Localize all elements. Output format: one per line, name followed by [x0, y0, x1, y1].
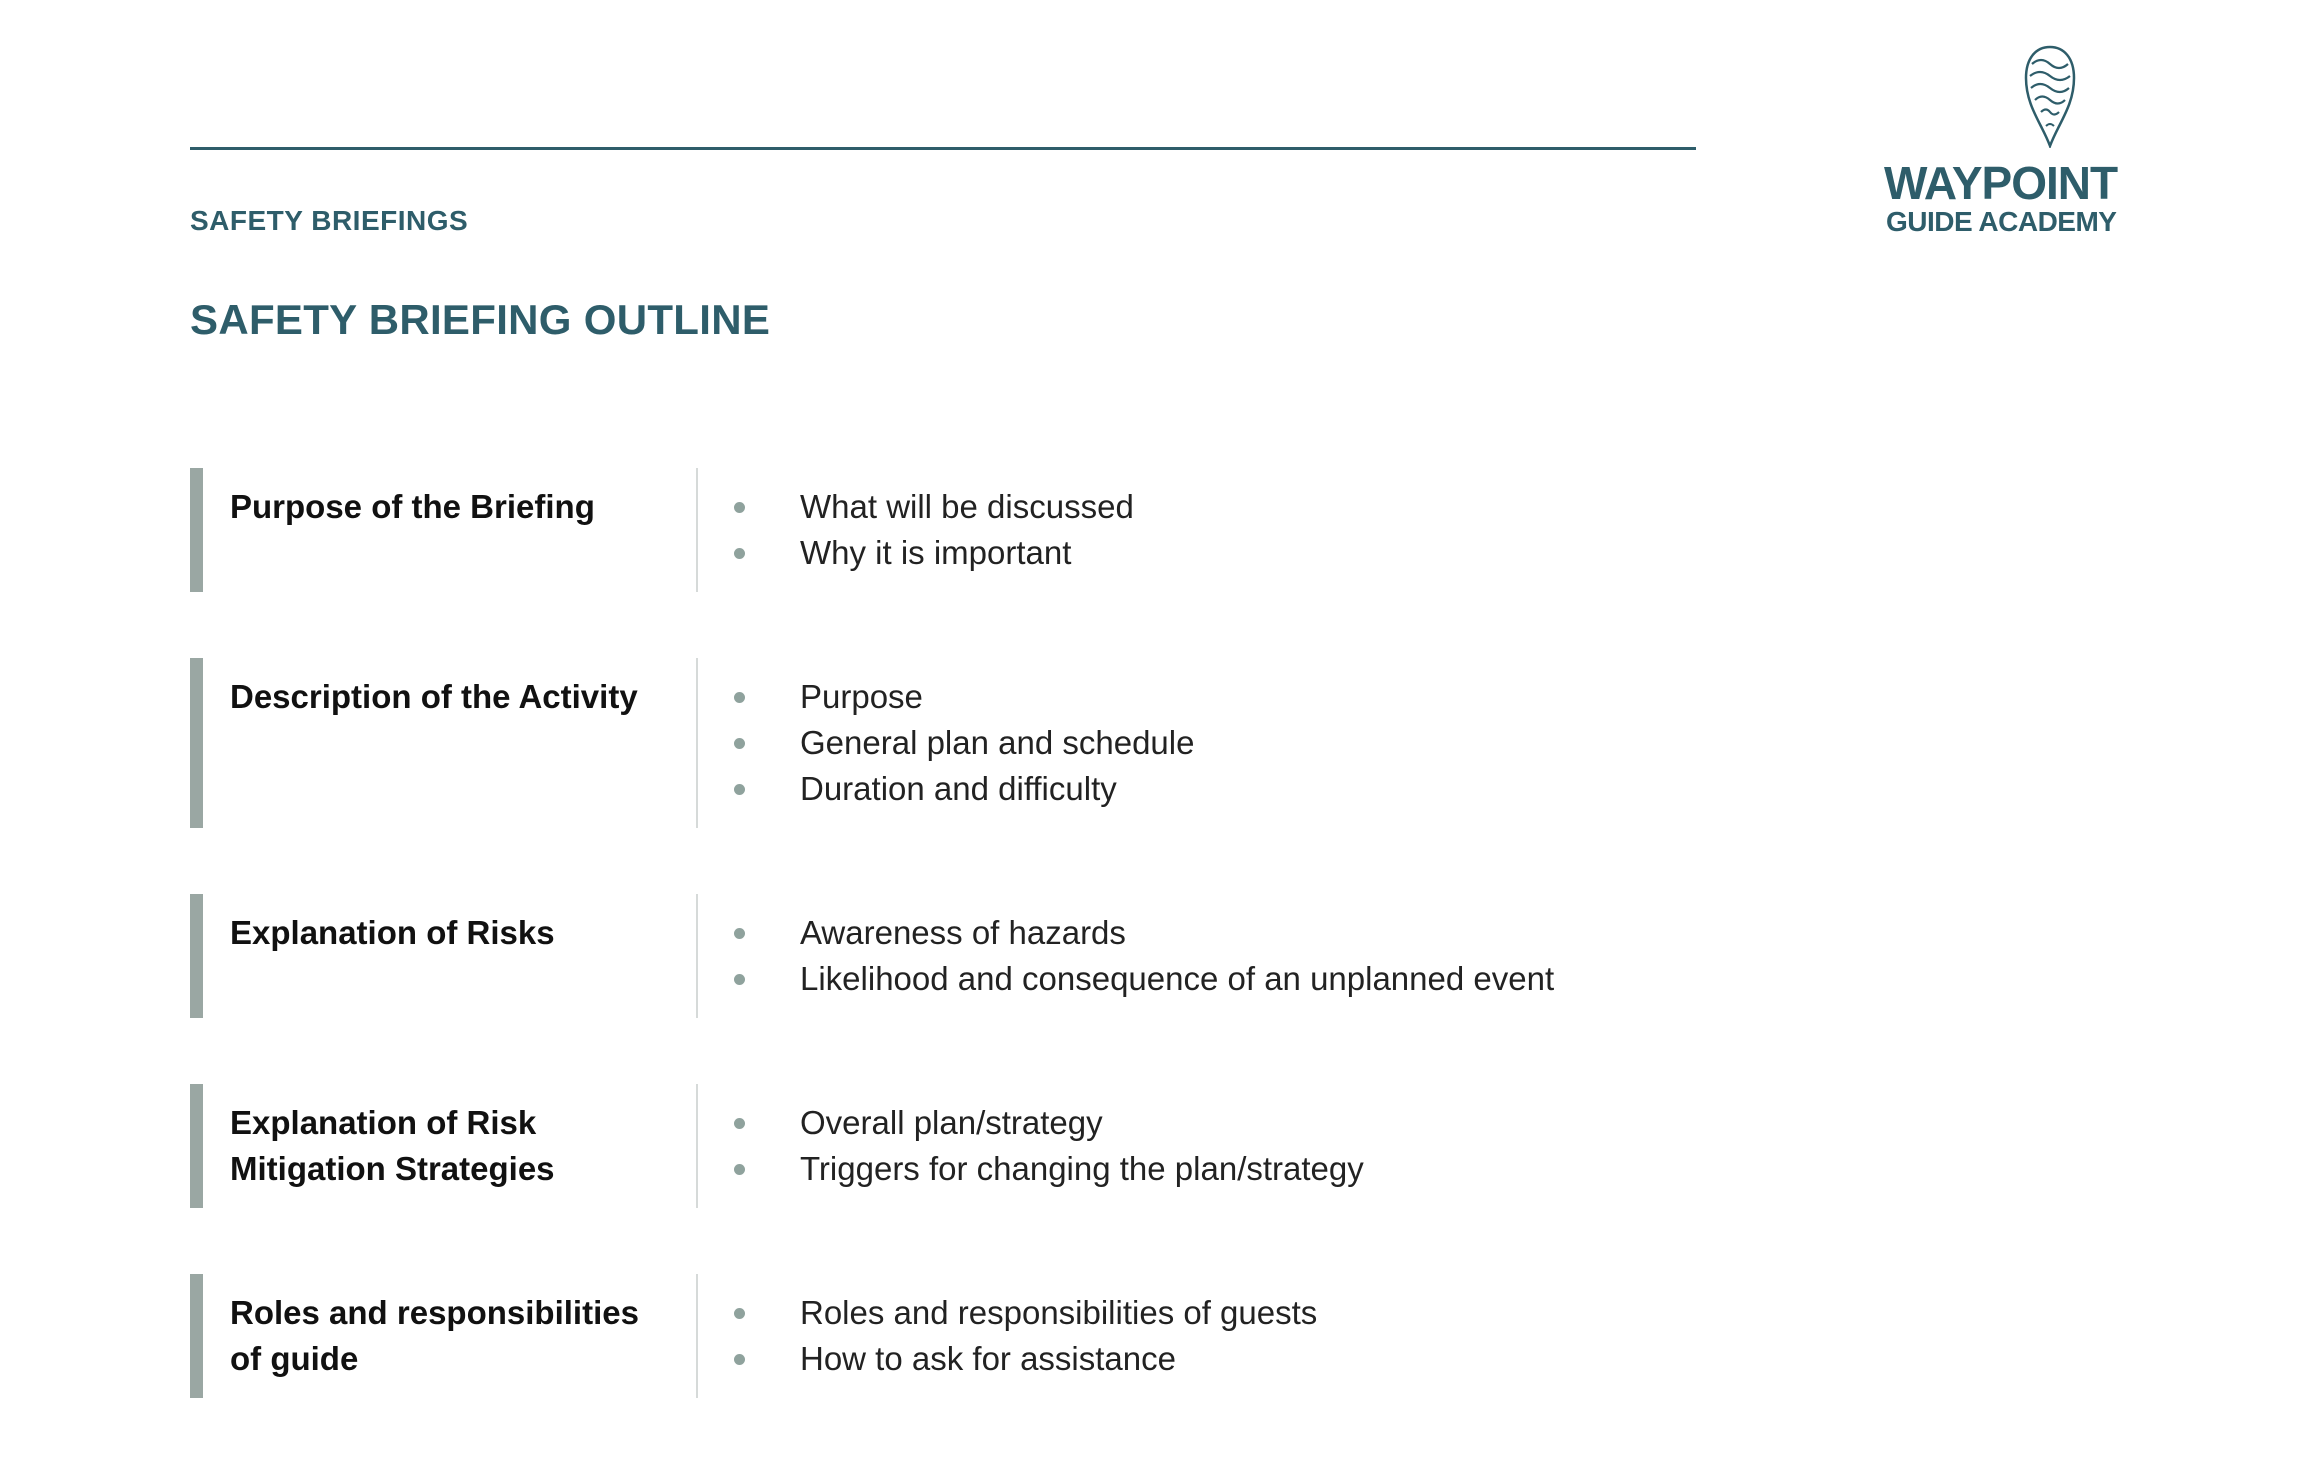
- bullet-icon: [734, 928, 745, 939]
- row-bullet-list: [734, 894, 1554, 1018]
- row-heading: Purpose of the Briefing: [230, 488, 595, 525]
- list-item-text: Roles and responsibilities of guests: [800, 1294, 1318, 1331]
- logo: [1870, 44, 2130, 244]
- list-item-text: How to ask for assistance: [800, 1340, 1176, 1377]
- list-item-text: Triggers for changing the plan/strategy: [800, 1150, 1364, 1187]
- row-heading: Explanation of Risks: [230, 914, 555, 951]
- header-rule: [190, 147, 1696, 150]
- bullet-icon: [734, 1118, 745, 1129]
- list-item: [734, 910, 1554, 956]
- list-item: [734, 484, 1134, 530]
- row-heading: Explanation of Risk Mitigation Strategies: [230, 1104, 555, 1187]
- list-item-text: General plan and schedule: [800, 724, 1195, 761]
- bullet-icon: [734, 974, 745, 985]
- list-item-text: Why it is important: [800, 534, 1072, 571]
- list-item-text: Overall plan/strategy: [800, 1104, 1103, 1141]
- bullet-icon: [734, 738, 745, 749]
- list-item: [734, 956, 1554, 1002]
- row-bullet-list: [734, 1274, 1317, 1398]
- row-accent-bar: [190, 468, 203, 592]
- list-item: [734, 1100, 1364, 1146]
- list-item-text: Duration and difficulty: [800, 770, 1117, 807]
- row-divider: [696, 1274, 698, 1398]
- row-divider: [696, 894, 698, 1018]
- list-item: [734, 1336, 1317, 1382]
- row-heading: Roles and responsibilities of guide: [230, 1294, 639, 1377]
- bullet-icon: [734, 1164, 745, 1175]
- row-divider: [696, 658, 698, 828]
- list-item: [734, 1146, 1364, 1192]
- list-item: [734, 1290, 1317, 1336]
- list-item-text: Awareness of hazards: [800, 914, 1126, 951]
- bullet-icon: [734, 784, 745, 795]
- bullet-icon: [734, 1308, 745, 1319]
- list-item-text: Purpose: [800, 678, 923, 715]
- row-accent-bar: [190, 1274, 203, 1398]
- map-pin-icon: [2022, 44, 2078, 148]
- page-title: SAFETY BRIEFING OUTLINE: [190, 296, 771, 343]
- outline-row: [190, 1274, 2090, 1398]
- logo-subtitle: GUIDE ACADEMY: [1886, 206, 2117, 237]
- bullet-icon: [734, 692, 745, 703]
- row-divider: [696, 1084, 698, 1208]
- bullet-icon: [734, 548, 745, 559]
- outline-row: [190, 468, 2090, 592]
- row-bullet-list: [734, 1084, 1364, 1208]
- outline-row: [190, 1084, 2090, 1208]
- outline-row: [190, 894, 2090, 1018]
- outline-row: [190, 658, 2090, 828]
- row-accent-bar: [190, 894, 203, 1018]
- bullet-icon: [734, 502, 745, 513]
- row-divider: [696, 468, 698, 592]
- list-item-text: What will be discussed: [800, 488, 1134, 525]
- logo-wordmark: WAYPOINT: [1884, 157, 2118, 209]
- bullet-icon: [734, 1354, 745, 1365]
- list-item-text: Likelihood and consequence of an unplanned event: [800, 960, 1555, 997]
- outline-table: [190, 468, 2090, 1464]
- list-item: [734, 720, 1194, 766]
- row-accent-bar: [190, 658, 203, 828]
- list-item: [734, 766, 1194, 812]
- section-label: SAFETY BRIEFINGS: [190, 205, 469, 236]
- row-heading: Description of the Activity: [230, 678, 638, 715]
- list-item: [734, 674, 1194, 720]
- row-accent-bar: [190, 1084, 203, 1208]
- row-bullet-list: [734, 468, 1134, 592]
- row-bullet-list: [734, 658, 1194, 828]
- list-item: [734, 530, 1134, 576]
